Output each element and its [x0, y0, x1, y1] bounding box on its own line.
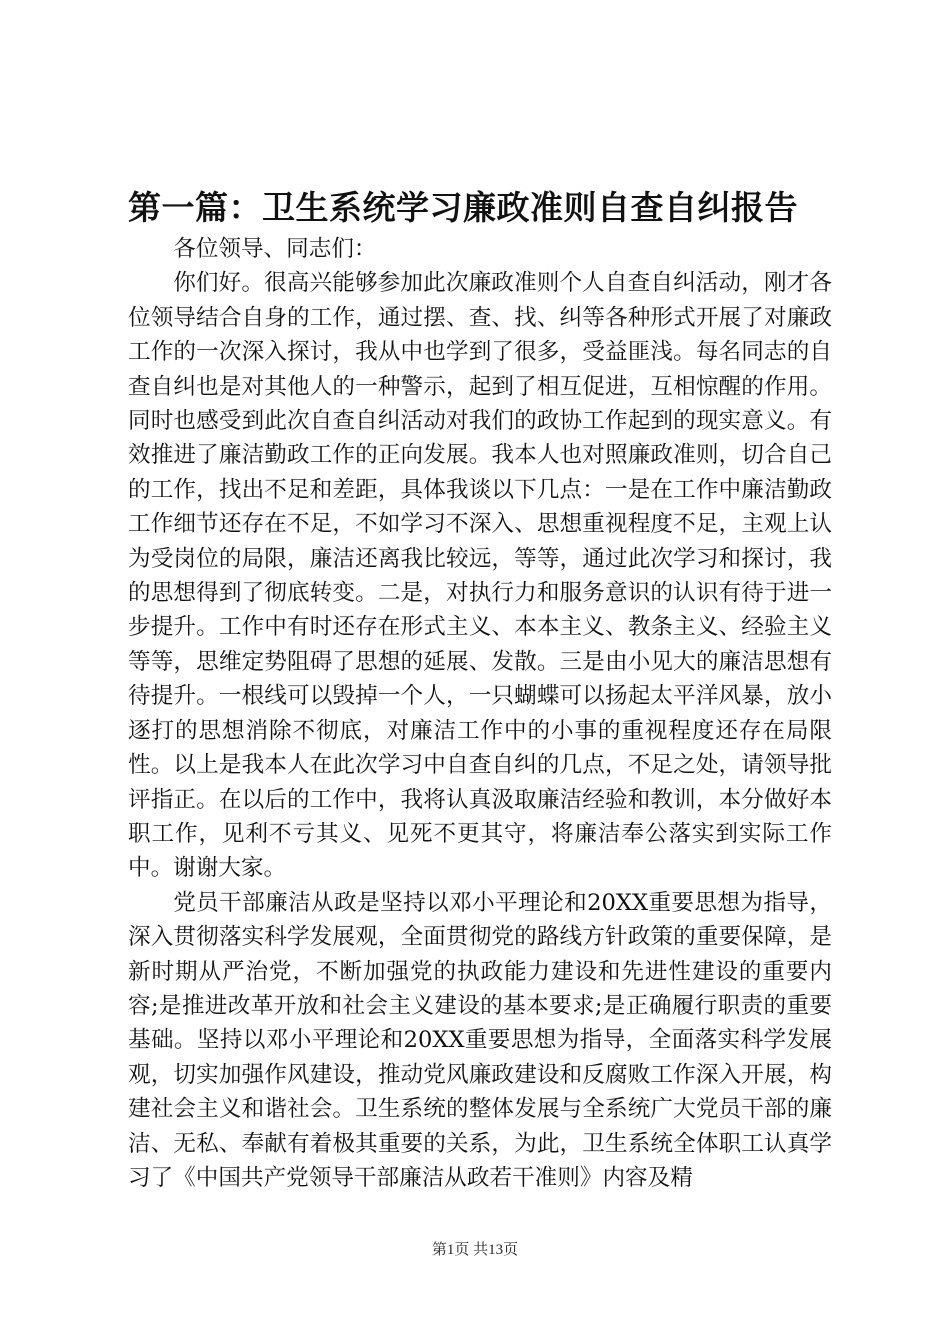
document-body [128, 232, 832, 1195]
page-number-footer: 第1页 共13页 [431, 1242, 519, 1258]
salutation: 各位领导、同志们： [173, 236, 377, 262]
body-paragraph-2: 党员干部廉洁从政是坚持以邓小平理论和20XX重要思想为指导，深入贯彻落实科学发展观，全面贯彻党的路线方针政策的重要保障，是新时期从严治党，不断加强党的执政能力建设和先进性建设的重要内容;是推进改革开放和社会主义建设的基本要求;是正确履行职责的重要基础。坚持以邓小平理论和20XX重要思想为指导，全面落实科学发展观，切实加强作风建设，推动党风廉政建设和反腐败工作深入开展，构建社会主义和谐社会。卫生系统的整体发展与全系统广大党员干部的廉洁、无私、奉献有着极其重要的关系，为此，卫生系统全体职工认真学习了《中国共产党领导干部廉洁从政若干准则》内容及精 [128, 889, 832, 1191]
document-title: 第一篇：卫生系统学习廉政准则自查自纠报告 [128, 188, 798, 227]
body-paragraph-1: 你们好。很高兴能够参加此次廉政准则个人自查自纠活动，刚才各位领导结合自身的工作，通过摆、查、找、纠等各种形式开展了对廉政工作的一次深入探讨，我从中也学到了很多，受益匪浅。每名同志的自查自纠也是对其他人的一种警示，起到了相互促进，互相惊醒的作用。同时也感受到此次自查自纠活动对我们的政协工作起到的现实意义。有效推进了廉洁勤政工作的正向发展。我本人也对照廉政准则，切合自己的工作，找出不足和差距，具体我谈以下几点：一是在工作中廉洁勤政工作细节还存在不足，不如学习不深入、思想重视程度不足，主观上认为受岗位的局限，廉洁还离我比较远，等等，通过此次学习和探讨，我的思想得到了彻底转变。二是，对执行力和服务意识的认识有待于进一步提升。工作中有时还存在形式主义、本本主义、教条主义、经验主义等等，思维定势阻碍了思想的延展、发散。三是由小见大的廉洁思想有待提升。一根线可以毁掉一个人，一只蝴蝶可以扬起太平洋风暴，放小逐打的思想消除不彻底，对廉洁工作中的小事的重视程度还存在局限性。以上是我本人在此次学习中自查自纠的几点，不足之处，请领导批评指正。在以后的工作中，我将认真汲取廉洁经验和教训，本分做好本职工作，见利不亏其义、见死不更其守，将廉洁奉公落实到实际工作中。谢谢大家。 [128, 270, 832, 882]
